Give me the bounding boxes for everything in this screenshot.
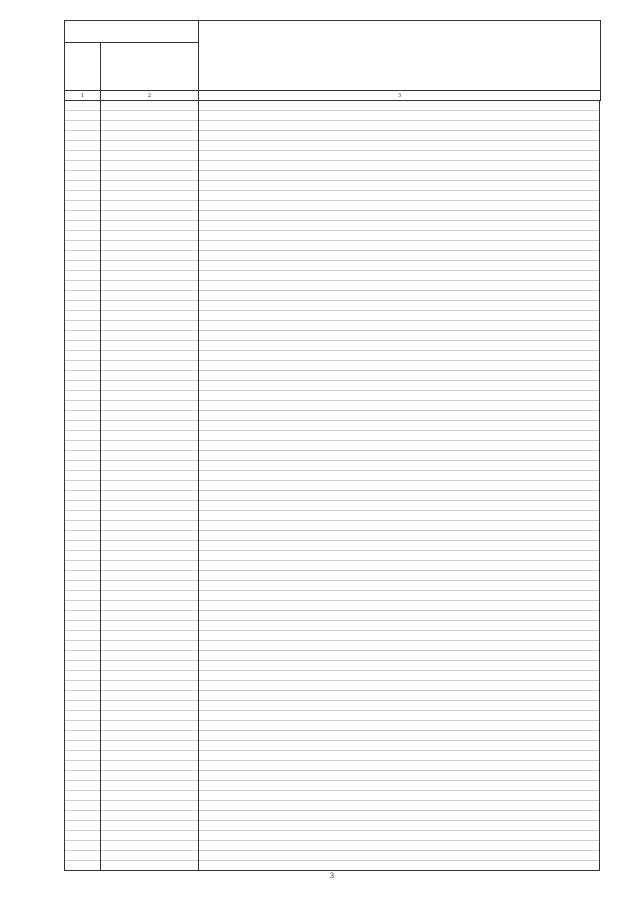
header-budget-classification: [65, 21, 199, 43]
header-name: [199, 21, 601, 91]
table-header-row: [65, 21, 601, 43]
header-admin-code: [65, 43, 101, 91]
header-revenue-code: [101, 43, 199, 91]
column-number: 2: [101, 91, 199, 101]
column-number-row: [65, 91, 601, 101]
budget-codes-table: [64, 20, 601, 101]
page-number: 3: [330, 871, 334, 880]
column-number: 3: [199, 91, 601, 101]
column-number: 1: [65, 91, 101, 101]
document-page: [64, 20, 600, 880]
table-body: [64, 101, 600, 871]
